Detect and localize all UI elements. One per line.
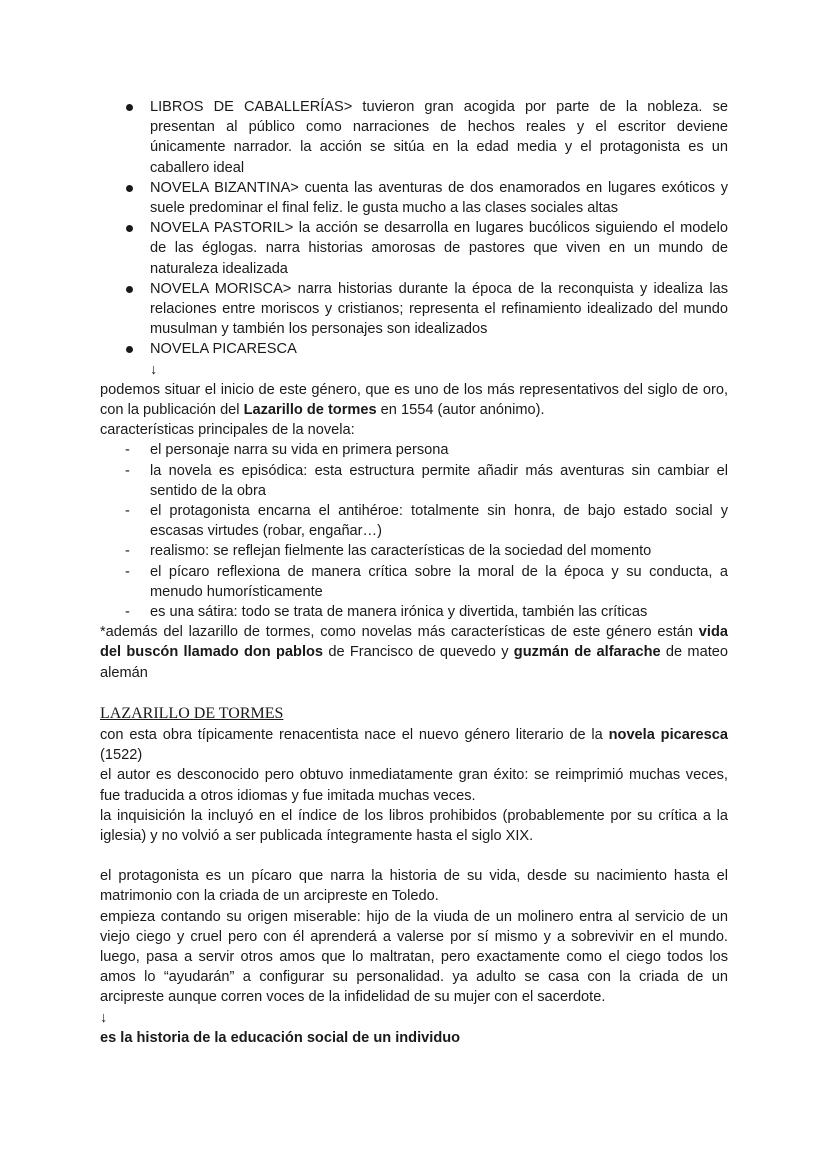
features-title: características principales de la novela: (100, 422, 355, 439)
genre-list (100, 97, 728, 360)
paragraph: el autor es desconocido pero obtuvo inmediatamente gran éxito: se reimprimió muchas veces, fue traducida a otros idiomas y fue imitada muchas veces. (100, 767, 728, 804)
genre-text: cuenta las aventuras de dos enamorados en lugares exóticos y suele predominar el final feliz. le gusta mucho a las clases sociales altas (150, 179, 728, 217)
note-paragraph (100, 622, 728, 683)
list-item (100, 218, 728, 279)
list-item (100, 279, 728, 340)
bullet-icon (126, 185, 133, 192)
dash-marker: - (125, 604, 130, 621)
dash-marker: - (125, 442, 130, 459)
paragraph: el protagonista es un pícaro que narra la historia de su vida, desde su nacimiento hasta el matrimonio con la criada de un arcipreste en Toledo. (100, 868, 728, 905)
dash-marker: - (125, 503, 130, 520)
genre-name: NOVELA PASTORIL> (150, 220, 294, 237)
genre-text: tuvieron gran acogida por parte de la nobleza. se presentan al público como narraciones de hechos reales y el escritor deviene únicamente narrador. la acción se sitúa en la edad media y el protagonista es un caballero ideal (150, 99, 728, 176)
paragraph-text: con esta obra típicamente renacentista nace el nuevo género literario de la (100, 726, 609, 743)
feature-text: realismo: se reflejan fielmente las características de la sociedad del momento (150, 543, 652, 560)
intro-bold-title: Lazarillo de tormes (243, 402, 377, 419)
paragraph: la inquisición la incluyó en el índice de los libros prohibidos (probablemente por su crítica a la iglesia) y no volvió a ser publicada íntegramente hasta el siglo XIX. (100, 807, 728, 844)
feature-text: es una sátira: todo se trata de manera irónica y divertida, también las críticas (150, 604, 648, 621)
list-item (100, 602, 728, 622)
note-text: de mateo alemán (100, 644, 728, 681)
genre-text: narra historias durante la época de la reconquista y idealiza las relaciones entre moriscos y cristianos; representa el refinamiento idealizado del mundo musulman y también los personajes son idealizados (150, 280, 728, 338)
features-list (100, 440, 728, 622)
paragraph (100, 725, 728, 765)
bullet-icon (126, 104, 133, 111)
section-heading: LAZARILLO DE TORMES (100, 704, 284, 722)
genre-name: NOVELA MORISCA> (150, 280, 292, 297)
bullet-icon (126, 225, 133, 232)
list-item (100, 562, 728, 602)
feature-text: el pícaro reflexiona de manera crítica sobre la moral de la época y su conducta, a menudo humorísticamente (150, 563, 728, 600)
dash-marker: - (125, 462, 130, 479)
note-bold-title: vida del buscón llamado don pablos (100, 624, 728, 661)
paragraph-text: (1522) (100, 747, 143, 764)
genre-name: NOVELA BIZANTINA> (150, 179, 299, 196)
feature-text: la novela es episódica: esta estructura permite añadir más aventuras sin cambiar el sentido de la obra (150, 462, 728, 499)
bullet-icon (126, 346, 133, 353)
intro-text-end: en 1554 (autor anónimo). (376, 402, 545, 419)
genre-text: la acción se desarrolla en lugares bucólicos siguiendo el modelo de las églogas. narra historias amorosas de pastores que viven en un mundo de naturaleza idealizada (150, 220, 728, 277)
note-text: *además del lazarillo de tormes, como novelas más características de este género están (100, 624, 699, 641)
intro-text: podemos situar el inicio de este género, que es uno de los más representativos del siglo de oro, con la publicación del (100, 381, 728, 419)
down-arrow-icon: ↓ (150, 361, 158, 378)
feature-text: el personaje narra su vida en primera persona (150, 442, 449, 459)
list-item (100, 339, 728, 359)
dash-marker: - (125, 543, 130, 560)
feature-text: el protagonista encarna el antihéroe: totalmente sin honra, de bajo estado social y escasas virtudes (robar, engañar…) (150, 503, 728, 540)
note-bold-title: guzmán de alfarache (513, 644, 661, 661)
conclusion-text: es la historia de la educación social de un individuo (100, 1029, 461, 1046)
paragraph-bold: novela picaresca (608, 726, 728, 743)
intro-paragraph (100, 380, 728, 420)
spacer (100, 846, 728, 866)
conclusion (100, 1028, 728, 1048)
list-item (100, 440, 728, 460)
dash-marker: - (125, 563, 130, 580)
list-item (100, 461, 728, 501)
down-arrow-icon: ↓ (100, 1009, 108, 1026)
note-text: de Francisco de quevedo y (323, 644, 514, 661)
list-item (100, 541, 728, 561)
genre-name: NOVELA PICARESCA (150, 341, 297, 358)
list-item (100, 178, 728, 218)
list-item (100, 501, 728, 541)
paragraph: empieza contando su origen miserable: hijo de la viuda de un molinero entra al servicio de un viejo ciego y cruel pero con él aprenderá a valerse por sí mismo y a sobrevivir en el mundo. luego, pasa a servir otros amos que lo maltratan, pero exactamente como el ciego todos los amos lo “ayudarán” a configurar su personalidad. ya adulto se casa con la criada de un arcipreste aunque corren voces de la infidelidad de su mujer con el sacerdote. (100, 908, 728, 1006)
genre-name: LIBROS DE CABALLERÍAS> (150, 99, 353, 115)
list-item (100, 97, 728, 178)
bullet-icon (126, 286, 133, 293)
document-page (100, 97, 728, 1048)
